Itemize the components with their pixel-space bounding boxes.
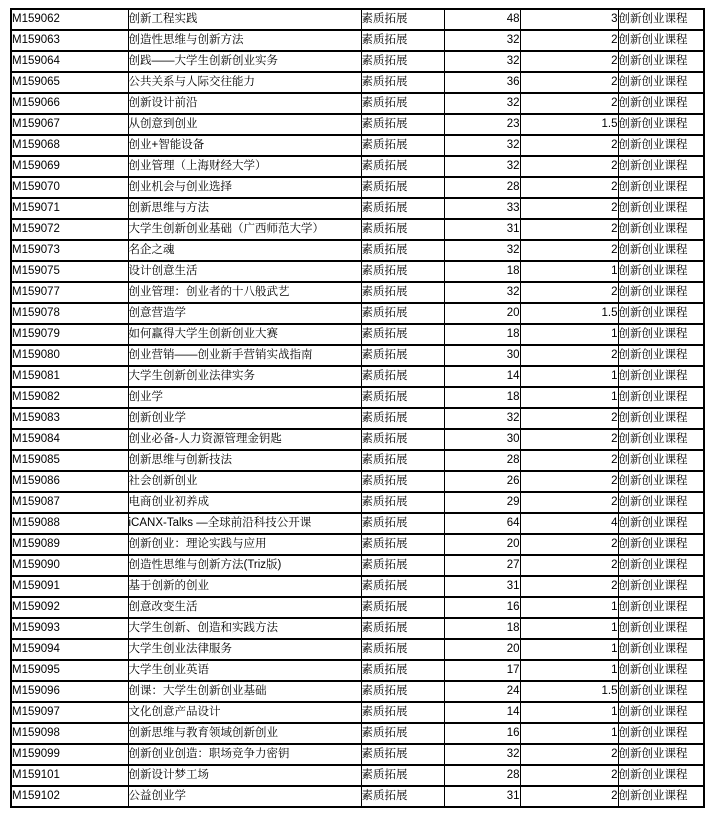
cell-code: M159069 [11,156,128,177]
cell-name: 创业+智能设备 [128,135,361,156]
cell-code: M159085 [11,450,128,471]
table-row [11,114,704,135]
cell-category: 素质拓展 [361,282,444,303]
cell-category: 素质拓展 [361,660,444,681]
cell-code: M159098 [11,723,128,744]
cell-code: M159084 [11,429,128,450]
table-row [11,492,704,513]
table-row [11,261,704,282]
cell-credits: 1.5 [520,681,618,702]
cell-hours: 18 [444,618,520,639]
cell-code: M159077 [11,282,128,303]
cell-type: 创新创业课程 [618,30,704,51]
cell-category: 素质拓展 [361,639,444,660]
course-table-body [11,9,704,807]
cell-type: 创新创业课程 [618,471,704,492]
cell-category: 素质拓展 [361,786,444,807]
cell-name: 创业学 [128,387,361,408]
cell-credits: 1.5 [520,114,618,135]
cell-category: 素质拓展 [361,744,444,765]
cell-category: 素质拓展 [361,198,444,219]
cell-name: 名企之魂 [128,240,361,261]
cell-type: 创新创业课程 [618,366,704,387]
cell-category: 素质拓展 [361,492,444,513]
cell-code: M159065 [11,72,128,93]
cell-credits: 2 [520,177,618,198]
cell-type: 创新创业课程 [618,744,704,765]
cell-credits: 2 [520,135,618,156]
cell-code: M159083 [11,408,128,429]
cell-hours: 32 [444,30,520,51]
cell-name: 创课：大学生创新创业基础 [128,681,361,702]
cell-type: 创新创业课程 [618,492,704,513]
cell-category: 素质拓展 [361,618,444,639]
cell-name: 大学生创业法律服务 [128,639,361,660]
cell-code: M159096 [11,681,128,702]
cell-category: 素质拓展 [361,72,444,93]
cell-name: 创践——大学生创新创业实务 [128,51,361,72]
cell-name: 创新设计前沿 [128,93,361,114]
cell-hours: 30 [444,429,520,450]
cell-code: M159075 [11,261,128,282]
cell-credits: 2 [520,219,618,240]
cell-code: M159072 [11,219,128,240]
cell-hours: 32 [444,93,520,114]
cell-code: M159101 [11,765,128,786]
cell-type: 创新创业课程 [618,303,704,324]
cell-credits: 2 [520,198,618,219]
table-row [11,72,704,93]
cell-credits: 2 [520,72,618,93]
table-row [11,9,704,30]
cell-hours: 48 [444,9,520,30]
cell-hours: 28 [444,177,520,198]
table-row [11,93,704,114]
table-row [11,240,704,261]
cell-category: 素质拓展 [361,597,444,618]
cell-credits: 2 [520,471,618,492]
cell-code: M159082 [11,387,128,408]
cell-category: 素质拓展 [361,240,444,261]
cell-category: 素质拓展 [361,765,444,786]
cell-category: 素质拓展 [361,681,444,702]
cell-name: 创新工程实践 [128,9,361,30]
cell-name: 创造性思维与创新方法(Triz版) [128,555,361,576]
cell-credits: 2 [520,786,618,807]
cell-code: M159090 [11,555,128,576]
cell-name: 创造性思维与创新方法 [128,30,361,51]
cell-type: 创新创业课程 [618,177,704,198]
table-row [11,576,704,597]
cell-hours: 32 [444,282,520,303]
document-page [0,8,719,820]
cell-type: 创新创业课程 [618,261,704,282]
table-row [11,681,704,702]
cell-name: 创新创业学 [128,408,361,429]
cell-code: M159095 [11,660,128,681]
cell-code: M159073 [11,240,128,261]
cell-credits: 3 [520,9,618,30]
cell-name: 设计创意生活 [128,261,361,282]
cell-type: 创新创业课程 [618,660,704,681]
cell-name: 基于创新的创业 [128,576,361,597]
cell-credits: 1 [520,723,618,744]
cell-hours: 31 [444,786,520,807]
cell-name: 创新设计梦工场 [128,765,361,786]
cell-category: 素质拓展 [361,93,444,114]
cell-hours: 18 [444,387,520,408]
cell-code: M159087 [11,492,128,513]
table-row [11,30,704,51]
cell-credits: 1 [520,261,618,282]
cell-code: M159078 [11,303,128,324]
cell-type: 创新创业课程 [618,9,704,30]
cell-credits: 1 [520,618,618,639]
cell-category: 素质拓展 [361,135,444,156]
cell-name: 公共关系与人际交往能力 [128,72,361,93]
cell-type: 创新创业课程 [618,114,704,135]
course-table [10,8,705,808]
table-row [11,513,704,534]
cell-hours: 20 [444,639,520,660]
cell-name: 创意改变生活 [128,597,361,618]
cell-name: 从创意到创业 [128,114,361,135]
cell-type: 创新创业课程 [618,618,704,639]
cell-credits: 2 [520,765,618,786]
cell-credits: 2 [520,282,618,303]
cell-hours: 26 [444,471,520,492]
cell-code: M159099 [11,744,128,765]
cell-hours: 30 [444,345,520,366]
table-row [11,471,704,492]
cell-name: 创业管理：创业者的十八般武艺 [128,282,361,303]
cell-hours: 20 [444,534,520,555]
cell-name: 大学生创新、创造和实践方法 [128,618,361,639]
cell-name: 创新创业：理论实践与应用 [128,534,361,555]
cell-category: 素质拓展 [361,555,444,576]
cell-type: 创新创业课程 [618,429,704,450]
cell-type: 创新创业课程 [618,681,704,702]
cell-type: 创新创业课程 [618,639,704,660]
cell-hours: 64 [444,513,520,534]
cell-hours: 16 [444,723,520,744]
cell-type: 创新创业课程 [618,93,704,114]
cell-type: 创新创业课程 [618,51,704,72]
cell-code: M159062 [11,9,128,30]
cell-code: M159094 [11,639,128,660]
cell-code: M159066 [11,93,128,114]
cell-hours: 28 [444,450,520,471]
cell-category: 素质拓展 [361,30,444,51]
cell-category: 素质拓展 [361,114,444,135]
cell-hours: 32 [444,240,520,261]
cell-category: 素质拓展 [361,366,444,387]
cell-type: 创新创业课程 [618,72,704,93]
cell-category: 素质拓展 [361,387,444,408]
table-row [11,345,704,366]
cell-type: 创新创业课程 [618,450,704,471]
cell-name: 创新思维与教育领域创新创业 [128,723,361,744]
cell-name: 大学生创新创业法律实务 [128,366,361,387]
cell-hours: 33 [444,198,520,219]
cell-type: 创新创业课程 [618,513,704,534]
cell-hours: 20 [444,303,520,324]
table-row [11,639,704,660]
table-row [11,408,704,429]
cell-code: M159093 [11,618,128,639]
cell-category: 素质拓展 [361,156,444,177]
cell-name: iCANX-Talks —全球前沿科技公开课 [128,513,361,534]
table-row [11,702,704,723]
cell-type: 创新创业课程 [618,408,704,429]
cell-credits: 2 [520,450,618,471]
cell-name: 文化创意产品设计 [128,702,361,723]
cell-credits: 1 [520,597,618,618]
cell-name: 创新思维与方法 [128,198,361,219]
cell-hours: 18 [444,324,520,345]
table-row [11,219,704,240]
cell-credits: 2 [520,240,618,261]
cell-category: 素质拓展 [361,513,444,534]
cell-hours: 32 [444,408,520,429]
cell-credits: 1 [520,366,618,387]
table-row [11,324,704,345]
cell-hours: 17 [444,660,520,681]
cell-credits: 1 [520,324,618,345]
cell-type: 创新创业课程 [618,324,704,345]
cell-name: 大学生创新创业基础（广西师范大学） [128,219,361,240]
cell-code: M159089 [11,534,128,555]
cell-credits: 1.5 [520,303,618,324]
cell-credits: 2 [520,492,618,513]
cell-credits: 2 [520,576,618,597]
cell-code: M159081 [11,366,128,387]
cell-credits: 2 [520,156,618,177]
cell-name: 社会创新创业 [128,471,361,492]
cell-credits: 1 [520,702,618,723]
cell-category: 素质拓展 [361,219,444,240]
cell-category: 素质拓展 [361,345,444,366]
cell-hours: 32 [444,744,520,765]
cell-credits: 1 [520,639,618,660]
cell-type: 创新创业课程 [618,534,704,555]
table-row [11,555,704,576]
cell-type: 创新创业课程 [618,240,704,261]
table-row [11,282,704,303]
cell-hours: 23 [444,114,520,135]
cell-hours: 18 [444,261,520,282]
cell-category: 素质拓展 [361,471,444,492]
table-row [11,618,704,639]
cell-code: M159071 [11,198,128,219]
cell-category: 素质拓展 [361,450,444,471]
table-row [11,303,704,324]
table-row [11,723,704,744]
cell-type: 创新创业课程 [618,345,704,366]
table-row [11,786,704,807]
cell-category: 素质拓展 [361,303,444,324]
cell-code: M159102 [11,786,128,807]
cell-name: 公益创业学 [128,786,361,807]
cell-type: 创新创业课程 [618,597,704,618]
cell-name: 电商创业初养成 [128,492,361,513]
cell-type: 创新创业课程 [618,555,704,576]
cell-code: M159091 [11,576,128,597]
cell-type: 创新创业课程 [618,786,704,807]
cell-type: 创新创业课程 [618,576,704,597]
cell-code: M159068 [11,135,128,156]
cell-credits: 2 [520,534,618,555]
cell-category: 素质拓展 [361,576,444,597]
cell-hours: 31 [444,576,520,597]
table-row [11,135,704,156]
table-row [11,765,704,786]
cell-code: M159063 [11,30,128,51]
cell-hours: 29 [444,492,520,513]
cell-hours: 14 [444,702,520,723]
cell-type: 创新创业课程 [618,282,704,303]
cell-credits: 2 [520,408,618,429]
cell-type: 创新创业课程 [618,198,704,219]
cell-credits: 2 [520,345,618,366]
table-row [11,534,704,555]
cell-name: 创业营销——创业新手营销实战指南 [128,345,361,366]
cell-category: 素质拓展 [361,177,444,198]
cell-type: 创新创业课程 [618,702,704,723]
cell-hours: 28 [444,765,520,786]
cell-type: 创新创业课程 [618,387,704,408]
cell-category: 素质拓展 [361,534,444,555]
cell-credits: 4 [520,513,618,534]
cell-credits: 2 [520,30,618,51]
cell-code: M159080 [11,345,128,366]
cell-type: 创新创业课程 [618,219,704,240]
cell-category: 素质拓展 [361,261,444,282]
cell-type: 创新创业课程 [618,765,704,786]
cell-name: 创新创业创造：职场竞争力密钥 [128,744,361,765]
cell-credits: 2 [520,744,618,765]
table-row [11,366,704,387]
cell-category: 素质拓展 [361,723,444,744]
cell-credits: 1 [520,387,618,408]
cell-code: M159097 [11,702,128,723]
cell-category: 素质拓展 [361,702,444,723]
cell-hours: 14 [444,366,520,387]
cell-category: 素质拓展 [361,408,444,429]
cell-category: 素质拓展 [361,324,444,345]
table-row [11,387,704,408]
cell-name: 创新思维与创新技法 [128,450,361,471]
cell-category: 素质拓展 [361,9,444,30]
cell-credits: 1 [520,660,618,681]
table-row [11,450,704,471]
table-row [11,156,704,177]
table-row [11,51,704,72]
table-row [11,744,704,765]
cell-name: 如何赢得大学生创新创业大赛 [128,324,361,345]
cell-category: 素质拓展 [361,429,444,450]
cell-code: M159092 [11,597,128,618]
cell-credits: 2 [520,51,618,72]
cell-name: 创业机会与创业选择 [128,177,361,198]
table-row [11,429,704,450]
cell-name: 创业必备-人力资源管理金钥匙 [128,429,361,450]
cell-credits: 2 [520,93,618,114]
table-row [11,198,704,219]
cell-code: M159070 [11,177,128,198]
cell-name: 大学生创业英语 [128,660,361,681]
cell-type: 创新创业课程 [618,723,704,744]
cell-type: 创新创业课程 [618,135,704,156]
cell-type: 创新创业课程 [618,156,704,177]
cell-code: M159088 [11,513,128,534]
cell-code: M159079 [11,324,128,345]
cell-code: M159064 [11,51,128,72]
cell-hours: 32 [444,135,520,156]
cell-code: M159067 [11,114,128,135]
cell-credits: 2 [520,429,618,450]
cell-name: 创意营造学 [128,303,361,324]
table-row [11,597,704,618]
cell-hours: 32 [444,51,520,72]
cell-hours: 32 [444,156,520,177]
cell-hours: 16 [444,597,520,618]
cell-name: 创业管理（上海财经大学） [128,156,361,177]
cell-category: 素质拓展 [361,51,444,72]
cell-hours: 36 [444,72,520,93]
cell-code: M159086 [11,471,128,492]
cell-hours: 27 [444,555,520,576]
cell-credits: 2 [520,555,618,576]
cell-hours: 31 [444,219,520,240]
cell-hours: 24 [444,681,520,702]
table-row [11,660,704,681]
table-row [11,177,704,198]
